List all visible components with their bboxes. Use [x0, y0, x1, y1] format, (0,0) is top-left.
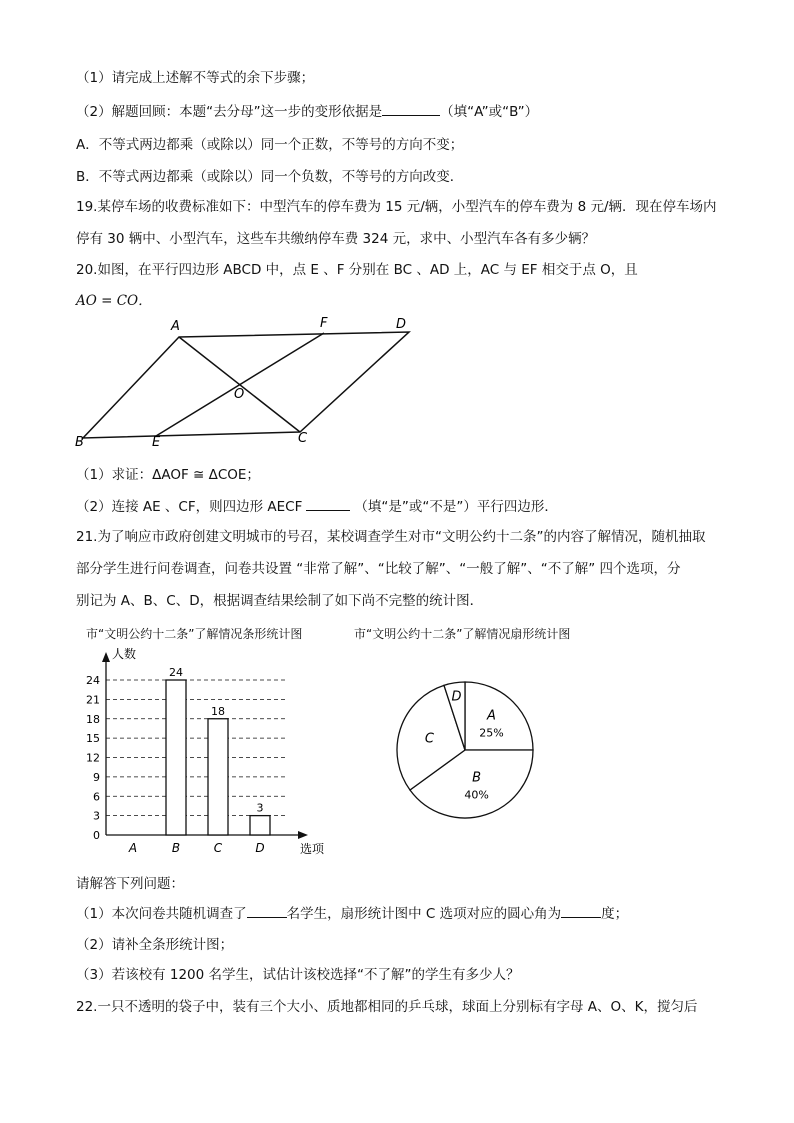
pie-label-c: C [424, 731, 434, 747]
label-a: A [171, 319, 180, 334]
y-tick-label: 3 [93, 809, 100, 823]
q18-part1: （1）请完成上述解不等式的余下步骤； [76, 70, 315, 86]
q21-part2: （2）请补全条形统计图； [76, 937, 234, 953]
y-tick-label: 21 [86, 693, 100, 707]
q21-part1-suffix: 度； [601, 906, 629, 922]
parallelogram-figure [60, 310, 430, 450]
x-axis-label: 选项 [300, 842, 325, 856]
q18-answer-blank[interactable] [382, 103, 440, 116]
label-e: E [152, 435, 161, 450]
segment-ef [156, 333, 324, 436]
x-tick-label: B [171, 841, 181, 855]
y-tick-label: 24 [86, 674, 100, 687]
q18-option-b: B．不等式两边都乘（或除以）同一个负数，不等号的方向改变． [76, 169, 464, 185]
parallelogram-abcd [83, 332, 409, 438]
q21-part3: （3）若该校有 1200 名学生，试估计该校选择“不了解”的学生有多少人？ [76, 967, 520, 983]
q21-line3: 别记为 A、B、C、D，根据调查结果绘制了如下尚不完整的统计图． [76, 593, 484, 609]
y-tick-label: 15 [86, 732, 100, 746]
q19-line1: 19.某停车场的收费标准如下：中型汽车的停车费为 15 元/辆，小型汽车的停车费为 8 元/辆．现在停车场内 [76, 199, 717, 215]
x-tick-label: A [128, 841, 138, 855]
q18-part2-suffix: （填“A”或“B”） [440, 104, 539, 120]
label-c: C [298, 431, 308, 446]
q21-line1: 21.为了响应市政府创建文明城市的号召，某校调查学生对市“文明公约十二条”的内容了解情况，随机抽取 [76, 529, 706, 545]
q19-line2: 停有 30 辆中、小型汽车，这些车共缴纳停车费 324 元，求中、小型汽车各有多少辆？ [76, 231, 596, 247]
q20-part2 [76, 495, 558, 515]
pie-slice-a [465, 682, 533, 750]
x-tick-label: C [213, 841, 223, 855]
q22-line1: 22.一只不透明的袋子中，装有三个大小、质地都相同的乒乓球，球面上分别标有字母 A、O、K，搅匀后 [76, 999, 698, 1015]
y-tick-label: 9 [93, 770, 100, 784]
q20-part1: （1）求证：ΔAOF ≅ ΔCOE； [76, 467, 260, 483]
pie-percent-a: 25% [479, 726, 504, 740]
q20-line2: AO = CO． [76, 293, 152, 309]
q21-line2: 部分学生进行问卷调查，问卷共设置 “非常了解”、“比较了解”、“一般了解”、“不了解” 四个选项，分 [76, 561, 681, 577]
label-d: D [396, 317, 407, 332]
q20-answer-blank[interactable] [306, 498, 350, 511]
q21-count-blank[interactable] [247, 905, 287, 918]
q21-part1-mid: 名学生，扇形统计图中 C 选项对应的圆心角为 [286, 906, 562, 922]
y-axis-arrow [102, 652, 110, 662]
pie-label-a: A [486, 708, 496, 724]
pie-percent-b: 40% [464, 788, 489, 802]
q21-prompt: 请解答下列问题： [76, 876, 184, 892]
q21-angle-blank[interactable] [561, 905, 601, 918]
q21-part1-text: （1）本次问卷共随机调查了 [76, 906, 247, 922]
label-o: O [234, 387, 245, 402]
y-tick-label: 12 [86, 751, 100, 765]
x-axis-arrow [298, 831, 308, 839]
q18-part2 [76, 100, 538, 120]
bar-d [250, 816, 270, 835]
pie-label-d: D [451, 689, 462, 705]
bar-c [208, 719, 228, 835]
pie-label-b: B [472, 770, 482, 786]
q20-part2-suffix: （填“是”或“不是”）平行四边形． [354, 499, 558, 515]
label-b: B [75, 435, 84, 450]
q21-part1 [76, 902, 628, 922]
q20-line1: 20.如图，在平行四边形 ABCD 中，点 E 、F 分别在 BC 、AD 上，AC 与 EF 相交于点 O，且 [76, 262, 638, 278]
q20-part2-text: （2）连接 AE 、CF，则四边形 AECF [76, 499, 303, 515]
y-tick-label: 18 [86, 712, 100, 726]
q18-option-a: A．不等式两边都乘（或除以）同一个正数，不等号的方向不变； [76, 137, 464, 153]
bar-value-d: 3 [256, 801, 264, 815]
bar-b [166, 680, 186, 835]
y-tick-label: 0 [93, 829, 100, 842]
bar-value-c: 18 [211, 704, 225, 718]
x-tick-label: D [255, 841, 265, 855]
label-f: F [320, 316, 328, 331]
bar-chart [70, 642, 340, 857]
pie-chart-title: 市“文明公约十二条”了解情况扇形统计图 [354, 627, 571, 641]
y-axis-label: 人数 [112, 647, 137, 661]
y-tick-label: 6 [93, 790, 100, 804]
pie-chart [390, 675, 540, 825]
bar-chart-title: 市“文明公约十二条”了解情况条形统计图 [86, 627, 303, 641]
bar-value-b: 24 [169, 666, 183, 679]
q18-part2-text: （2）解题回顾：本题“去分母”这一步的变形依据是 [76, 104, 383, 120]
